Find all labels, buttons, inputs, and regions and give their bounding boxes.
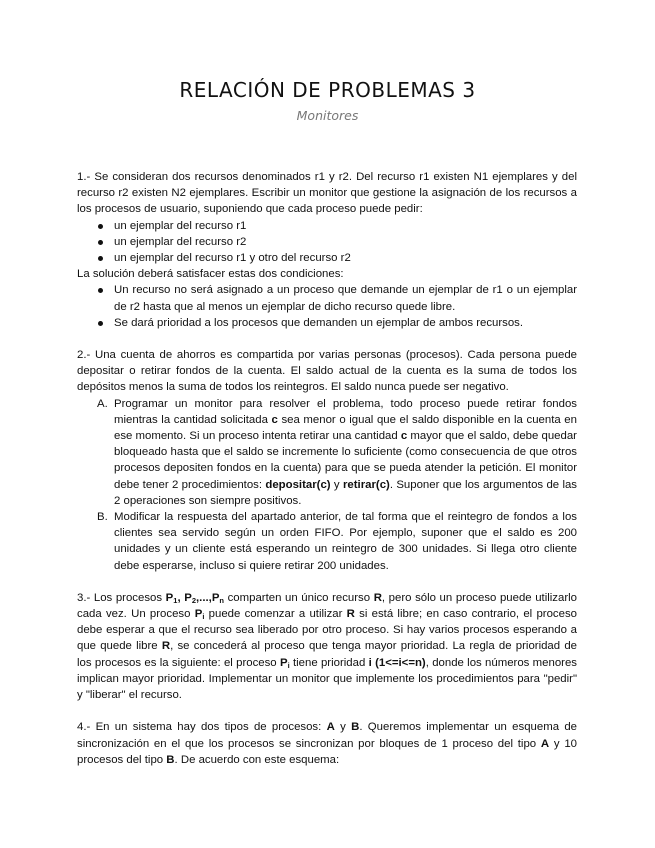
- problem-3-text: 3.- Los procesos $P_1$, $P_2,...,P_n$ comparten un único recurso R, pero sólo un proceso puede utilizarlo cada vez. Un proceso $P_i$ puede comenzar a utilizar R si está libre; en caso contrario, el proceso debe esperar a que el recurso sea liberado por otro proceso. Si hay varios procesos esperando a que quede libre R, se concederá al proceso que tenga mayor prioridad. La regla de prioridad de los procesos es la siguiente: el proceso $P_i$ tiene prioridad i (1<=i<=n), donde los números menores implican mayor prioridad. Implementar un monitor que implemente los procedimientos para "pedir" y "liberar" el recurso.: [77, 591, 577, 702]
- bullet-icon: [98, 321, 103, 326]
- list-item: un ejemplar del recurso r2: [77, 234, 577, 250]
- request-options-list: [77, 218, 577, 267]
- page-title: RELACIÓN DE PROBLEMAS 3: [179, 78, 476, 102]
- part-marker: A.: [97, 397, 108, 410]
- page-subtitle: Monitores: [296, 108, 359, 123]
- part-marker: B.: [97, 511, 108, 524]
- bullet-icon: [98, 240, 103, 245]
- problem-1: [77, 169, 577, 331]
- list-item: un ejemplar del recurso r1: [77, 218, 577, 234]
- list-item: Un recurso no será asignado a un proceso que demande un ejemplar de r1 o un ejemplar de r2 hasta que al menos un ejemplar de dicho recurso quede libre.: [77, 282, 577, 314]
- problem-2: [77, 347, 577, 574]
- problem-4-text: 4.- En un sistema hay dos tipos de procesos: A y B. Queremos implementar un esquema de sincronización en el que los procesos se sincronizan por bloques de 1 proceso del tipo A y 10 procesos del tipo B. De acuerdo con este esquema:: [77, 721, 577, 766]
- procedure-name: retirar(c): [342, 478, 390, 491]
- problem-3: [77, 590, 577, 703]
- conditions-intro: La solución deberá satisfacer estas dos condiciones:: [77, 268, 344, 281]
- bullet-icon: [98, 224, 103, 229]
- list-item: un ejemplar del recurso r1 y otro del recurso r2: [77, 250, 577, 266]
- problem-1-intro: 1.- Se consideran dos recursos denominados r1 y r2. Del recurso r1 existen N1 ejemplares y del recurso r2 existen N2 ejemplares. Escribir un monitor que gestione la asignación de los recursos a los procesos de usuario, suponiendo que cada proceso puede pedir:: [77, 171, 577, 216]
- conditions-list: [77, 282, 577, 331]
- procedure-name: depositar(c): [265, 478, 331, 491]
- bullet-icon: [98, 256, 103, 261]
- problem-2-intro: 2.- Una cuenta de ahorros es compartida por varias personas (procesos). Cada persona puede depositar o retirar fondos de la cuenta. El saldo actual de la cuenta es la suma de todos los depósitos menos la suma de todos los reintegros. El saldo nunca puede ser negativo.: [77, 349, 577, 394]
- list-item: Se dará prioridad a los procesos que demanden un ejemplar de ambos recursos.: [77, 315, 577, 331]
- problem-4: [77, 719, 577, 768]
- problem-2-parts: [77, 396, 577, 574]
- part-b: B. Modificar la respuesta del apartado anterior, de tal forma que el reintegro de fondos a los clientes sea servido según un orden FIFO. Por ejemplo, suponer que el saldo es 200 unidades y un cliente está esperando un reintegro de 300 unidades. Si llega otro cliente debe esperarse, incluso si quiere retirar 200 unidades.: [97, 511, 577, 572]
- part-a: A. Programar un monitor para resolver el problema, todo proceso puede retirar fondos mientras la cantidad solicitada c sea menor o igual que el saldo disponible en la cuenta en ese momento. Si un proceso intenta retirar una cantidad c mayor que el saldo, debe quedar bloqueado hasta que el saldo se incremente lo suficiente (como consecuencia de que otros procesos depositen fondos en la cuenta) para que se pueda atender la petición. El monitor debe tener 2 procedimientos: depositar(c) y retirar(c). Suponer que los argumentos de las 2 operaciones son siempre positivos.: [97, 397, 578, 507]
- problems-body: [77, 169, 577, 768]
- bullet-icon: [98, 288, 103, 293]
